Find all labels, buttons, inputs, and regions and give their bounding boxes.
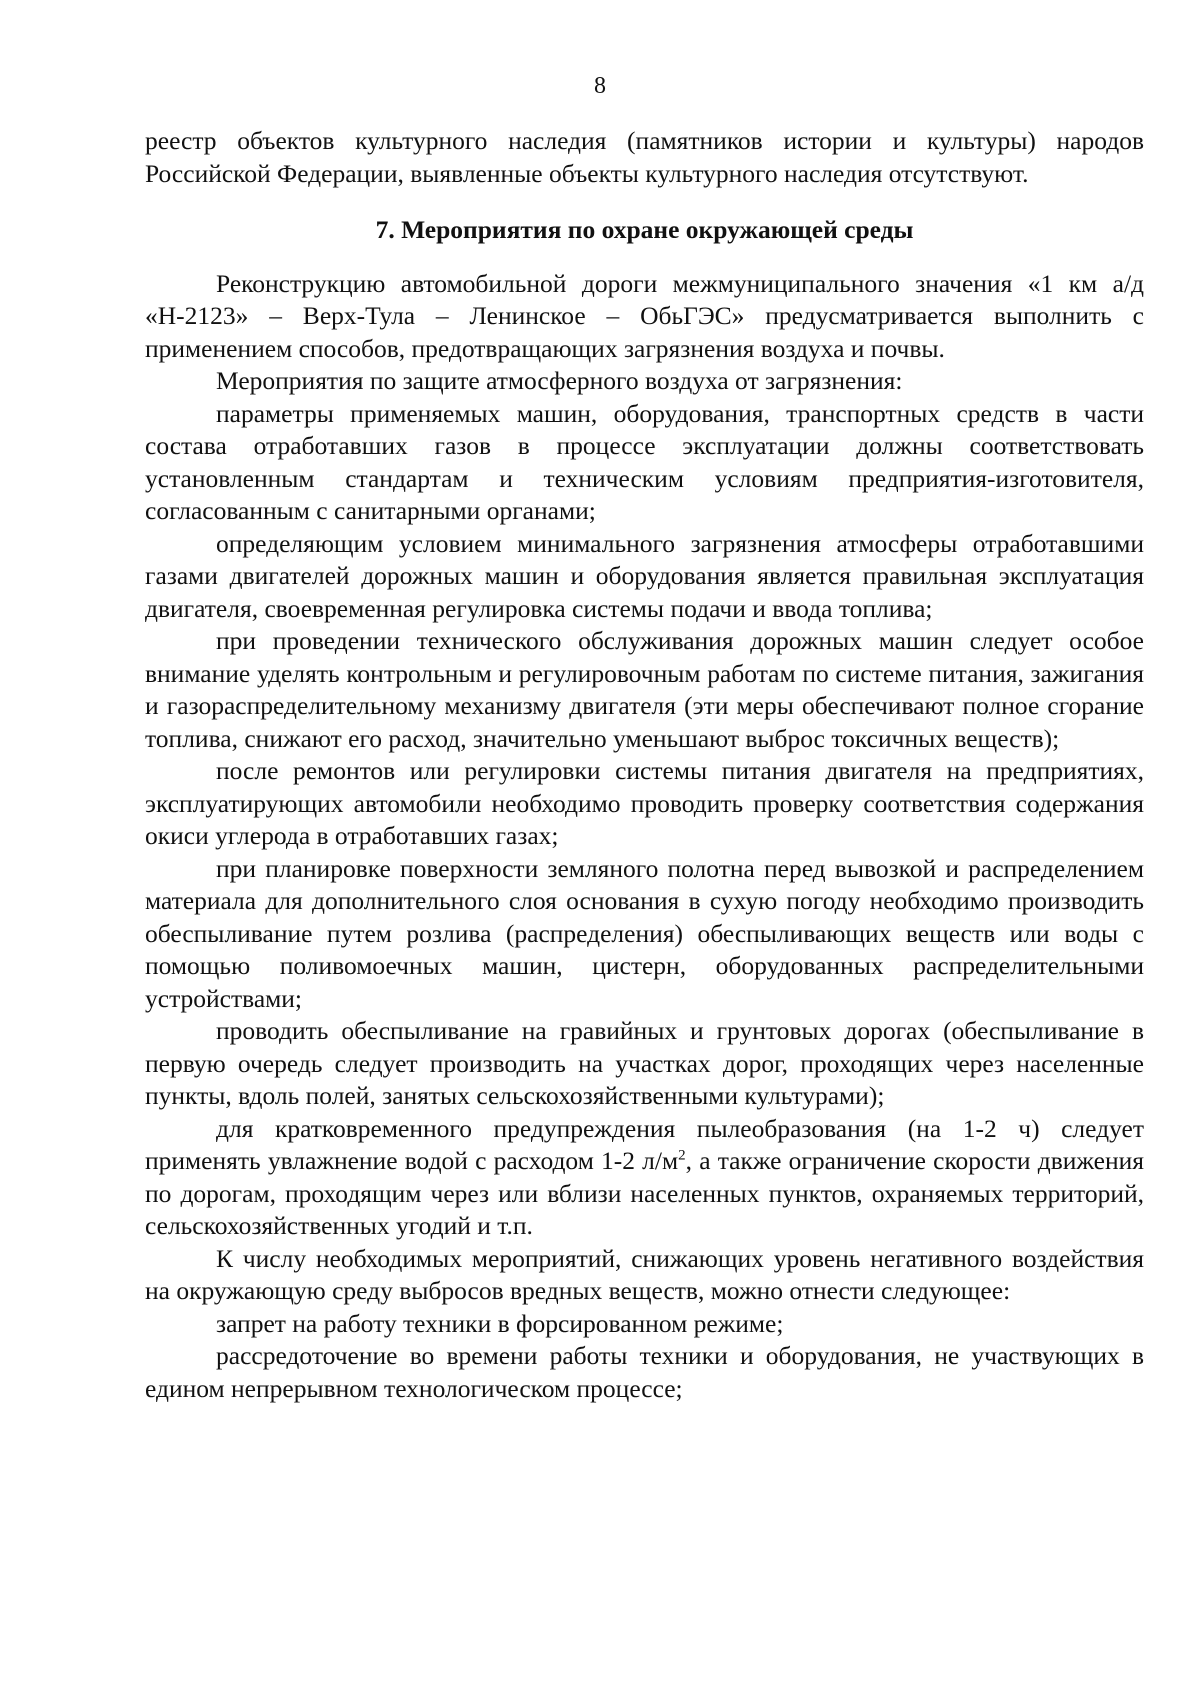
dust-text-after: , а также ограничение скорости движения по дорогам, проходящим через или вблизи населенных пунктов, охраняемых территорий, сельскохозяйственных угодий и т.п. xyxy=(145,1146,1144,1240)
section-title: 7. Мероприятия по охране окружающей среды xyxy=(375,215,914,244)
paragraph-air-protection-heading: Мероприятия по защите атмосферного воздуха от загрязнения: xyxy=(216,366,903,395)
dust-superscript: 2 xyxy=(678,1147,686,1164)
paragraph-dispersal: рассредоточение во времени работы техники и оборудования, не участвующих в едином непрерывном технологическом процессе; xyxy=(145,1341,1144,1403)
document-body xyxy=(145,125,1144,1405)
paragraph-measures-list-intro: К числу необходимых мероприятий, снижающих уровень негативного воздействия на окружающую среду выбросов вредных веществ, можно отнести следующее: xyxy=(145,1243,1144,1305)
paragraph-dust-suppression: при планировке поверхности земляного полотна перед вывозкой и распределением материала для дополнительного слоя основания в сухую погоду необходимо производить обеспыливание путем розлива (распределения) обеспыливающих веществ или воды с помощью поливомоечных машин, цистерн, оборудованных распределительными устройствами; xyxy=(145,853,1144,1013)
paragraph-reconstruction: Реконструкцию автомобильной дороги межмуниципального значения «1 км а/д «Н-2123» – Верх-Тула – Ленинское – ОбьГЭС» предусматривается выполнить с применением способов, предотвращающих загрязнения воздуха и почвы. xyxy=(145,268,1144,363)
intro-paragraph: реестр объектов культурного наследия (памятников истории и культуры) народов Российской Федерации, выявленные объекты культурного наследия отсутствуют. xyxy=(145,126,1144,188)
paragraph-maintenance: при проведении технического обслуживания дорожных машин следует особое внимание уделять контрольным и регулировочным работам по системе питания, зажигания и газораспределительному механизму двигателя (эти меры обеспечивают полное сгорание топлива, снижают его расход, значительно уменьшают выброс токсичных веществ); xyxy=(145,626,1144,753)
paragraph-forced-mode-ban: запрет на работу техники в форсированном режиме; xyxy=(216,1308,784,1338)
dust-text-before: для кратковременного предупреждения пылеобразования (на 1-2 ч) следует применять увлажнение водой с расходом 1-2 л/м xyxy=(145,1113,1144,1175)
paragraph-engine-operation: определяющим условием минимального загрязнения атмосферы отработавшими газами двигателей дорожных машин и оборудования является правильная эксплуатация двигателя, своевременная регулировка системы подачи и ввода топлива; xyxy=(145,528,1144,623)
paragraph-machine-parameters: параметры применяемых машин, оборудования, транспортных средств в части состава отработавших газов в процессе эксплуатации должны соответствовать установленным стандартам и техническим условиям предприятия-изготовителя, согласованным с санитарными органами; xyxy=(145,398,1144,525)
paragraph-gravel-roads: проводить обеспыливание на гравийных и грунтовых дорогах (обеспыливание в первую очередь следует производить на участках дорог, проходящих через населенные пункты, вдоль полей, занятых сельскохозяйственными культурами); xyxy=(145,1016,1144,1110)
paragraph-short-term-dust xyxy=(145,1113,1144,1243)
paragraph-after-repairs: после ремонтов или регулировки системы питания двигателя на предприятиях, эксплуатирующих автомобили необходимо проводить проверку соответствия содержания окиси углерода в отработавших газах; xyxy=(145,756,1144,850)
page-number: 8 xyxy=(594,73,606,99)
